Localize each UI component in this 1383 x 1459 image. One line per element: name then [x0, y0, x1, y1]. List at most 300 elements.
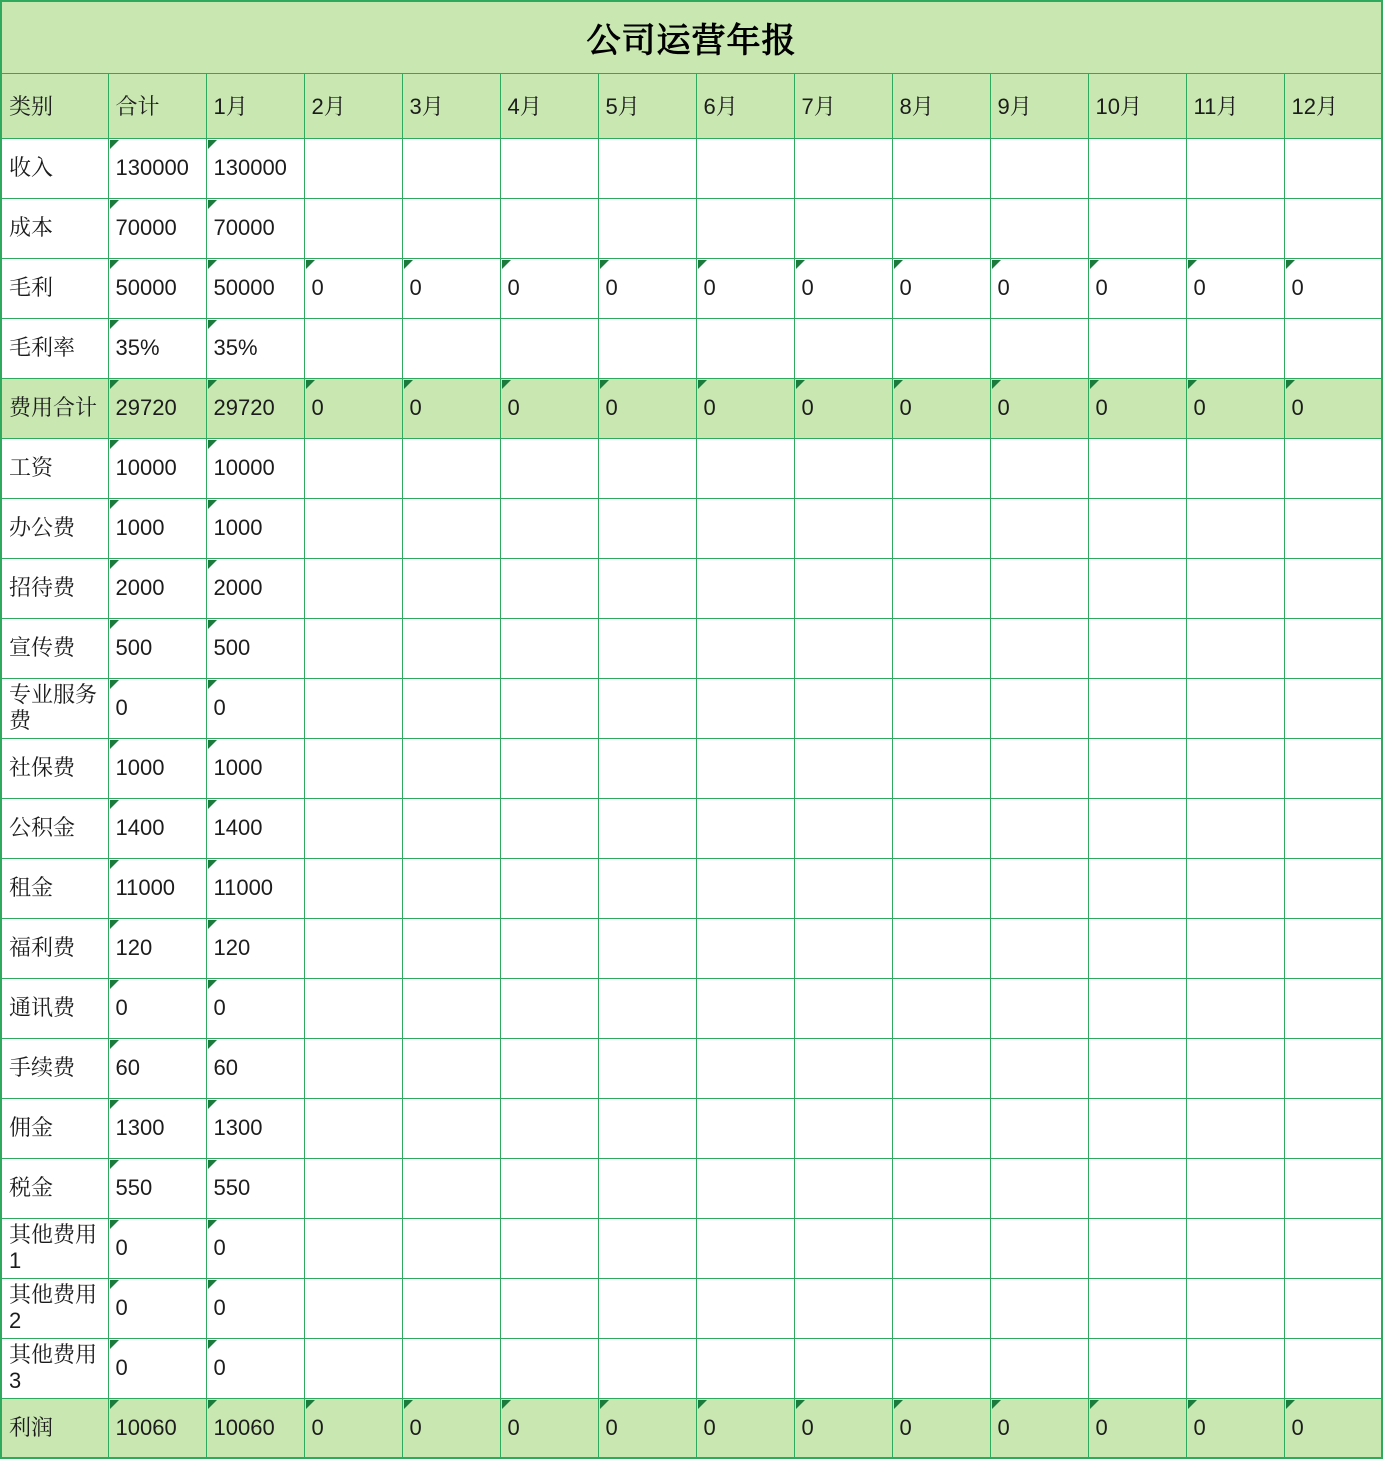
column-header[interactable]: 2月 [304, 73, 402, 138]
table-cell[interactable] [892, 918, 990, 978]
table-cell[interactable] [990, 1098, 1088, 1158]
table-cell[interactable] [892, 138, 990, 198]
table-cell[interactable] [696, 738, 794, 798]
table-cell[interactable] [990, 1218, 1088, 1278]
table-cell[interactable] [206, 378, 304, 438]
table-cell[interactable] [892, 858, 990, 918]
table-cell[interactable] [402, 438, 500, 498]
table-cell[interactable] [108, 1098, 206, 1158]
table-cell[interactable] [794, 258, 892, 318]
table-cell[interactable] [598, 678, 696, 738]
table-cell[interactable] [1088, 378, 1186, 438]
table-cell[interactable] [696, 1098, 794, 1158]
table-cell[interactable] [892, 738, 990, 798]
column-header[interactable]: 合计 [108, 73, 206, 138]
table-cell[interactable] [304, 1158, 402, 1218]
table-cell[interactable] [1284, 258, 1382, 318]
table-cell[interactable] [598, 918, 696, 978]
table-cell[interactable] [794, 678, 892, 738]
table-cell[interactable] [108, 858, 206, 918]
table-cell[interactable] [892, 618, 990, 678]
table-cell[interactable] [1088, 678, 1186, 738]
table-cell[interactable] [990, 1158, 1088, 1218]
table-cell[interactable] [402, 498, 500, 558]
table-cell[interactable] [500, 738, 598, 798]
table-cell[interactable] [696, 318, 794, 378]
table-cell[interactable] [794, 1278, 892, 1338]
table-cell[interactable] [1186, 978, 1284, 1038]
table-cell[interactable] [500, 438, 598, 498]
table-cell[interactable] [794, 918, 892, 978]
table-cell[interactable] [108, 618, 206, 678]
table-cell[interactable] [108, 918, 206, 978]
table-cell[interactable] [402, 1158, 500, 1218]
row-label[interactable]: 专业服务费 [1, 678, 108, 738]
table-cell[interactable] [696, 798, 794, 858]
column-header[interactable]: 5月 [598, 73, 696, 138]
table-cell[interactable] [402, 918, 500, 978]
table-cell[interactable] [598, 498, 696, 558]
table-cell[interactable] [892, 678, 990, 738]
table-cell[interactable] [990, 1278, 1088, 1338]
table-cell[interactable] [696, 258, 794, 318]
table-cell[interactable] [892, 1038, 990, 1098]
table-cell[interactable] [206, 978, 304, 1038]
table-cell[interactable] [1186, 318, 1284, 378]
table-cell[interactable] [108, 378, 206, 438]
table-cell[interactable] [1186, 678, 1284, 738]
table-cell[interactable] [1186, 1278, 1284, 1338]
table-cell[interactable] [1088, 1158, 1186, 1218]
row-label[interactable]: 利润 [1, 1398, 108, 1458]
column-header[interactable]: 11月 [1186, 73, 1284, 138]
table-cell[interactable] [1186, 1218, 1284, 1278]
row-label[interactable]: 佣金 [1, 1098, 108, 1158]
table-cell[interactable] [206, 1278, 304, 1338]
table-cell[interactable] [1186, 378, 1284, 438]
table-cell[interactable] [696, 678, 794, 738]
table-cell[interactable] [1186, 438, 1284, 498]
table-cell[interactable] [304, 1338, 402, 1398]
table-cell[interactable] [598, 1218, 696, 1278]
table-cell[interactable] [108, 1038, 206, 1098]
table-cell[interactable] [696, 438, 794, 498]
table-cell[interactable] [500, 918, 598, 978]
table-cell[interactable] [696, 618, 794, 678]
column-header[interactable]: 3月 [402, 73, 500, 138]
table-cell[interactable] [108, 258, 206, 318]
table-cell[interactable] [304, 258, 402, 318]
table-cell[interactable] [990, 1398, 1088, 1458]
table-cell[interactable] [1284, 1278, 1382, 1338]
table-cell[interactable] [990, 318, 1088, 378]
column-header[interactable]: 4月 [500, 73, 598, 138]
table-cell[interactable] [990, 378, 1088, 438]
table-cell[interactable] [1088, 798, 1186, 858]
table-cell[interactable] [304, 1098, 402, 1158]
table-cell[interactable] [1186, 618, 1284, 678]
table-cell[interactable] [1284, 438, 1382, 498]
table-cell[interactable] [402, 858, 500, 918]
table-cell[interactable] [500, 858, 598, 918]
table-cell[interactable] [892, 1398, 990, 1458]
table-cell[interactable] [892, 1098, 990, 1158]
table-cell[interactable] [696, 1158, 794, 1218]
table-cell[interactable] [794, 1398, 892, 1458]
table-cell[interactable] [108, 198, 206, 258]
table-cell[interactable] [500, 1398, 598, 1458]
table-cell[interactable] [696, 138, 794, 198]
table-cell[interactable] [1088, 1038, 1186, 1098]
table-cell[interactable] [1088, 1218, 1186, 1278]
row-label[interactable]: 公积金 [1, 798, 108, 858]
table-cell[interactable] [402, 1338, 500, 1398]
table-cell[interactable] [1088, 258, 1186, 318]
table-cell[interactable] [500, 318, 598, 378]
table-cell[interactable] [990, 138, 1088, 198]
table-cell[interactable] [598, 318, 696, 378]
table-cell[interactable] [794, 1218, 892, 1278]
table-cell[interactable] [794, 1038, 892, 1098]
table-cell[interactable] [1284, 798, 1382, 858]
table-cell[interactable] [696, 1398, 794, 1458]
table-cell[interactable] [892, 978, 990, 1038]
table-cell[interactable] [108, 978, 206, 1038]
table-cell[interactable] [206, 678, 304, 738]
table-cell[interactable] [1088, 1338, 1186, 1398]
table-cell[interactable] [1088, 858, 1186, 918]
table-cell[interactable] [402, 678, 500, 738]
row-label[interactable]: 宣传费 [1, 618, 108, 678]
table-cell[interactable] [206, 1098, 304, 1158]
table-cell[interactable] [304, 798, 402, 858]
table-cell[interactable] [1186, 558, 1284, 618]
table-cell[interactable] [990, 1038, 1088, 1098]
table-cell[interactable] [1284, 738, 1382, 798]
table-cell[interactable] [402, 1278, 500, 1338]
table-cell[interactable] [402, 738, 500, 798]
table-cell[interactable] [206, 858, 304, 918]
table-cell[interactable] [1186, 1098, 1284, 1158]
table-cell[interactable] [1088, 498, 1186, 558]
table-cell[interactable] [696, 1278, 794, 1338]
table-cell[interactable] [598, 1398, 696, 1458]
table-cell[interactable] [402, 198, 500, 258]
table-cell[interactable] [108, 738, 206, 798]
table-cell[interactable] [598, 1038, 696, 1098]
row-label[interactable]: 成本 [1, 198, 108, 258]
table-cell[interactable] [990, 1338, 1088, 1398]
row-label[interactable]: 社保费 [1, 738, 108, 798]
table-cell[interactable] [500, 1098, 598, 1158]
column-header[interactable]: 9月 [990, 73, 1088, 138]
table-cell[interactable] [990, 618, 1088, 678]
table-cell[interactable] [794, 798, 892, 858]
row-label[interactable]: 其他费用1 [1, 1218, 108, 1278]
table-cell[interactable] [304, 1038, 402, 1098]
table-cell[interactable] [696, 558, 794, 618]
table-cell[interactable] [206, 558, 304, 618]
table-cell[interactable] [206, 1038, 304, 1098]
row-label[interactable]: 毛利率 [1, 318, 108, 378]
row-label[interactable]: 手续费 [1, 1038, 108, 1098]
column-header[interactable]: 1月 [206, 73, 304, 138]
table-cell[interactable] [304, 438, 402, 498]
column-header[interactable]: 7月 [794, 73, 892, 138]
table-cell[interactable] [108, 678, 206, 738]
table-cell[interactable] [598, 798, 696, 858]
table-cell[interactable] [206, 918, 304, 978]
row-label[interactable]: 工资 [1, 438, 108, 498]
table-cell[interactable] [304, 858, 402, 918]
table-cell[interactable] [402, 618, 500, 678]
table-cell[interactable] [206, 738, 304, 798]
table-cell[interactable] [598, 558, 696, 618]
table-cell[interactable] [500, 618, 598, 678]
table-cell[interactable] [304, 198, 402, 258]
row-label[interactable]: 其他费用3 [1, 1338, 108, 1398]
table-cell[interactable] [1284, 378, 1382, 438]
table-cell[interactable] [892, 318, 990, 378]
table-cell[interactable] [696, 378, 794, 438]
table-cell[interactable] [990, 858, 1088, 918]
row-label[interactable]: 办公费 [1, 498, 108, 558]
row-label[interactable]: 租金 [1, 858, 108, 918]
table-cell[interactable] [500, 1338, 598, 1398]
table-cell[interactable] [794, 198, 892, 258]
table-cell[interactable] [598, 1098, 696, 1158]
table-cell[interactable] [1186, 1338, 1284, 1398]
column-header[interactable]: 8月 [892, 73, 990, 138]
table-cell[interactable] [1186, 858, 1284, 918]
table-cell[interactable] [108, 318, 206, 378]
table-cell[interactable] [598, 138, 696, 198]
table-cell[interactable] [598, 738, 696, 798]
column-header[interactable]: 6月 [696, 73, 794, 138]
row-label[interactable]: 费用合计 [1, 378, 108, 438]
table-cell[interactable] [598, 378, 696, 438]
table-cell[interactable] [1284, 1038, 1382, 1098]
table-cell[interactable] [402, 798, 500, 858]
table-cell[interactable] [206, 258, 304, 318]
table-cell[interactable] [206, 498, 304, 558]
table-cell[interactable] [990, 498, 1088, 558]
table-cell[interactable] [108, 1158, 206, 1218]
table-cell[interactable] [500, 978, 598, 1038]
column-header-category[interactable]: 类别 [1, 73, 108, 138]
table-cell[interactable] [1284, 558, 1382, 618]
table-cell[interactable] [696, 1218, 794, 1278]
table-cell[interactable] [402, 258, 500, 318]
table-cell[interactable] [1284, 1218, 1382, 1278]
table-cell[interactable] [696, 498, 794, 558]
table-cell[interactable] [794, 858, 892, 918]
table-cell[interactable] [500, 558, 598, 618]
table-cell[interactable] [696, 198, 794, 258]
table-cell[interactable] [500, 1158, 598, 1218]
table-cell[interactable] [1284, 1338, 1382, 1398]
table-cell[interactable] [990, 678, 1088, 738]
table-cell[interactable] [304, 138, 402, 198]
table-cell[interactable] [1284, 1398, 1382, 1458]
table-cell[interactable] [892, 1158, 990, 1218]
column-header[interactable]: 10月 [1088, 73, 1186, 138]
table-cell[interactable] [1284, 138, 1382, 198]
table-cell[interactable] [990, 438, 1088, 498]
table-cell[interactable] [892, 258, 990, 318]
table-cell[interactable] [1088, 738, 1186, 798]
table-cell[interactable] [1186, 138, 1284, 198]
table-cell[interactable] [794, 1098, 892, 1158]
table-cell[interactable] [794, 738, 892, 798]
table-cell[interactable] [598, 978, 696, 1038]
table-cell[interactable] [304, 1398, 402, 1458]
table-cell[interactable] [206, 1398, 304, 1458]
table-cell[interactable] [1186, 738, 1284, 798]
table-cell[interactable] [108, 498, 206, 558]
table-cell[interactable] [794, 378, 892, 438]
table-cell[interactable] [892, 558, 990, 618]
table-cell[interactable] [500, 1278, 598, 1338]
table-cell[interactable] [1088, 1278, 1186, 1338]
table-cell[interactable] [598, 1338, 696, 1398]
table-cell[interactable] [500, 378, 598, 438]
table-cell[interactable] [794, 618, 892, 678]
table-cell[interactable] [500, 798, 598, 858]
table-cell[interactable] [108, 1398, 206, 1458]
table-cell[interactable] [892, 1278, 990, 1338]
table-cell[interactable] [892, 498, 990, 558]
table-cell[interactable] [1088, 438, 1186, 498]
table-cell[interactable] [598, 438, 696, 498]
table-cell[interactable] [304, 498, 402, 558]
table-cell[interactable] [598, 1278, 696, 1338]
table-cell[interactable] [892, 1218, 990, 1278]
table-cell[interactable] [304, 1278, 402, 1338]
row-label[interactable]: 招待费 [1, 558, 108, 618]
table-cell[interactable] [1088, 618, 1186, 678]
table-cell[interactable] [206, 138, 304, 198]
table-cell[interactable] [794, 1158, 892, 1218]
table-cell[interactable] [892, 798, 990, 858]
table-cell[interactable] [1284, 1098, 1382, 1158]
table-cell[interactable] [696, 1338, 794, 1398]
table-cell[interactable] [598, 198, 696, 258]
table-cell[interactable] [1088, 138, 1186, 198]
table-cell[interactable] [1088, 918, 1186, 978]
table-cell[interactable] [1284, 498, 1382, 558]
table-cell[interactable] [1284, 858, 1382, 918]
table-cell[interactable] [402, 318, 500, 378]
table-cell[interactable] [108, 1278, 206, 1338]
table-cell[interactable] [108, 798, 206, 858]
table-cell[interactable] [1088, 318, 1186, 378]
table-cell[interactable] [108, 1338, 206, 1398]
table-cell[interactable] [1284, 978, 1382, 1038]
table-cell[interactable] [108, 1218, 206, 1278]
table-cell[interactable] [892, 1338, 990, 1398]
table-cell[interactable] [794, 978, 892, 1038]
table-cell[interactable] [206, 1218, 304, 1278]
table-cell[interactable] [304, 318, 402, 378]
table-cell[interactable] [108, 558, 206, 618]
table-cell[interactable] [598, 258, 696, 318]
column-header[interactable]: 12月 [1284, 73, 1382, 138]
table-cell[interactable] [1088, 558, 1186, 618]
table-cell[interactable] [402, 138, 500, 198]
table-cell[interactable] [1088, 1098, 1186, 1158]
table-cell[interactable] [500, 678, 598, 738]
table-cell[interactable] [500, 1218, 598, 1278]
table-cell[interactable] [500, 258, 598, 318]
table-cell[interactable] [206, 1338, 304, 1398]
table-cell[interactable] [990, 258, 1088, 318]
table-cell[interactable] [990, 798, 1088, 858]
table-cell[interactable] [402, 1218, 500, 1278]
table-cell[interactable] [108, 438, 206, 498]
table-cell[interactable] [696, 1038, 794, 1098]
table-cell[interactable] [402, 1398, 500, 1458]
table-cell[interactable] [206, 618, 304, 678]
table-cell[interactable] [1186, 1038, 1284, 1098]
table-cell[interactable] [304, 918, 402, 978]
table-cell[interactable] [1088, 978, 1186, 1038]
table-cell[interactable] [402, 978, 500, 1038]
table-cell[interactable] [1186, 798, 1284, 858]
row-label[interactable]: 其他费用2 [1, 1278, 108, 1338]
table-cell[interactable] [1186, 498, 1284, 558]
table-cell[interactable] [1284, 1158, 1382, 1218]
table-cell[interactable] [794, 438, 892, 498]
table-cell[interactable] [1186, 1158, 1284, 1218]
table-cell[interactable] [1186, 918, 1284, 978]
table-cell[interactable] [696, 918, 794, 978]
table-cell[interactable] [304, 678, 402, 738]
table-cell[interactable] [1284, 198, 1382, 258]
table-cell[interactable] [598, 858, 696, 918]
table-cell[interactable] [1186, 1398, 1284, 1458]
table-cell[interactable] [990, 918, 1088, 978]
table-cell[interactable] [500, 1038, 598, 1098]
table-cell[interactable] [402, 1098, 500, 1158]
table-cell[interactable] [1088, 198, 1186, 258]
table-cell[interactable] [402, 558, 500, 618]
table-cell[interactable] [1088, 1398, 1186, 1458]
table-cell[interactable] [402, 1038, 500, 1098]
table-cell[interactable] [1186, 198, 1284, 258]
table-cell[interactable] [892, 378, 990, 438]
table-cell[interactable] [990, 198, 1088, 258]
table-cell[interactable] [990, 558, 1088, 618]
table-cell[interactable] [892, 198, 990, 258]
table-cell[interactable] [794, 318, 892, 378]
table-cell[interactable] [696, 858, 794, 918]
table-cell[interactable] [402, 378, 500, 438]
table-cell[interactable] [990, 738, 1088, 798]
row-label[interactable]: 福利费 [1, 918, 108, 978]
table-cell[interactable] [304, 618, 402, 678]
row-label[interactable]: 毛利 [1, 258, 108, 318]
table-cell[interactable] [206, 318, 304, 378]
table-cell[interactable] [206, 798, 304, 858]
table-cell[interactable] [1186, 258, 1284, 318]
table-cell[interactable] [304, 978, 402, 1038]
table-cell[interactable] [1284, 318, 1382, 378]
table-cell[interactable] [206, 198, 304, 258]
table-cell[interactable] [500, 138, 598, 198]
table-cell[interactable] [206, 438, 304, 498]
table-cell[interactable] [794, 558, 892, 618]
